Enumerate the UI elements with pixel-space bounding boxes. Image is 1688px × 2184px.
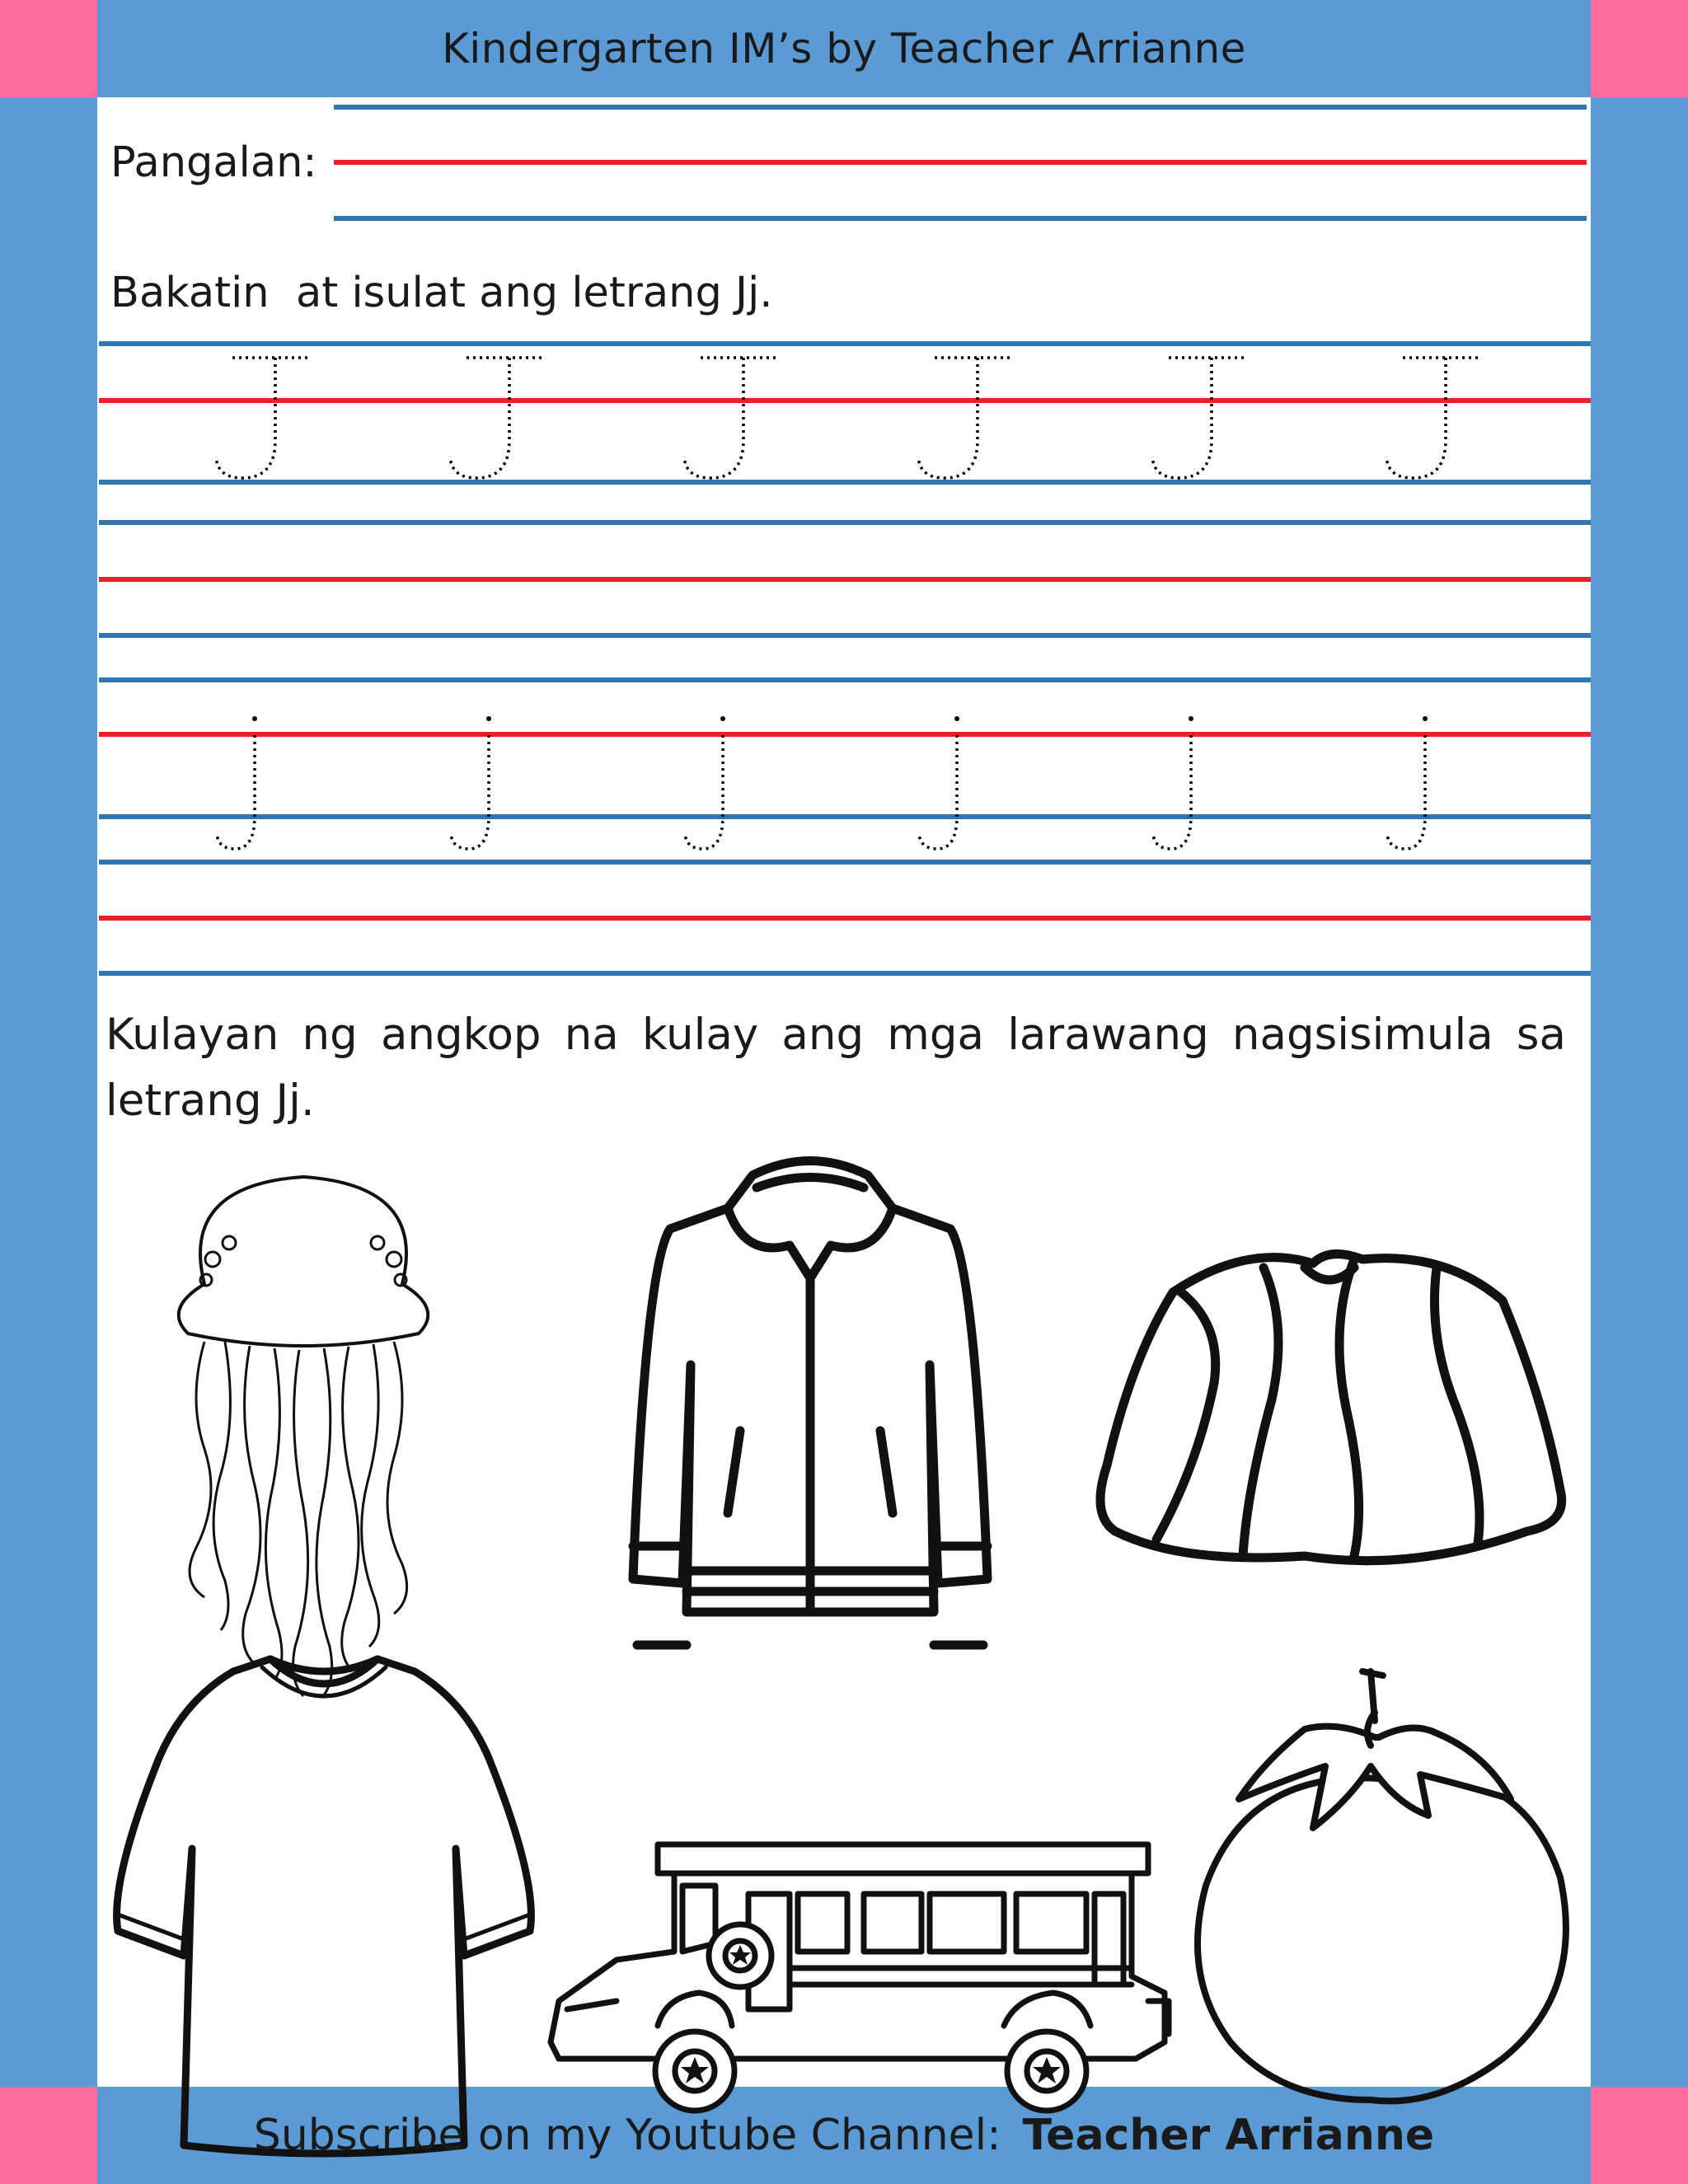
line-7	[99, 677, 1591, 682]
lowercase-j-traces	[97, 707, 1591, 855]
corner-bottom-left	[0, 2087, 97, 2184]
name-label: Pangalan:	[110, 138, 317, 187]
uppercase-j-traces	[97, 344, 1591, 485]
corner-top-left	[0, 0, 97, 97]
corner-bottom-right	[1591, 2087, 1688, 2184]
name-line-top	[334, 105, 1587, 110]
name-line-mid[interactable]	[334, 160, 1587, 165]
jacket-picture[interactable]	[612, 1151, 1008, 1727]
name-line-bottom	[334, 216, 1587, 221]
footer-channel[interactable]: Teacher Arrianne	[1022, 2111, 1435, 2160]
line-4	[99, 520, 1591, 525]
footer	[97, 2087, 1591, 2184]
line-10	[99, 860, 1591, 865]
t-shirt-picture[interactable]	[101, 1634, 546, 2162]
jelly-picture[interactable]	[1082, 1218, 1577, 1572]
line-6	[99, 633, 1591, 638]
footer-prefix: Subscribe on my Youtube Channel:	[253, 2111, 1001, 2160]
line-12	[99, 971, 1591, 976]
color-instruction: Kulayan ng angkop na kulay ang mga larawang nagsisimula sa letrang Jj.	[106, 1010, 1566, 1126]
trace-instruction: Bakatin at isulat ang letrang Jj.	[110, 269, 773, 317]
line-5	[99, 577, 1591, 582]
tomato-picture[interactable]	[1173, 1663, 1585, 2125]
corner-top-right	[1591, 0, 1688, 97]
jellyfish-picture[interactable]	[147, 1152, 460, 1713]
line-11	[99, 916, 1591, 921]
header-title: Kindergarten IM’s by Teacher Arrianne	[442, 25, 1246, 73]
worksheet-page	[97, 97, 1591, 2087]
